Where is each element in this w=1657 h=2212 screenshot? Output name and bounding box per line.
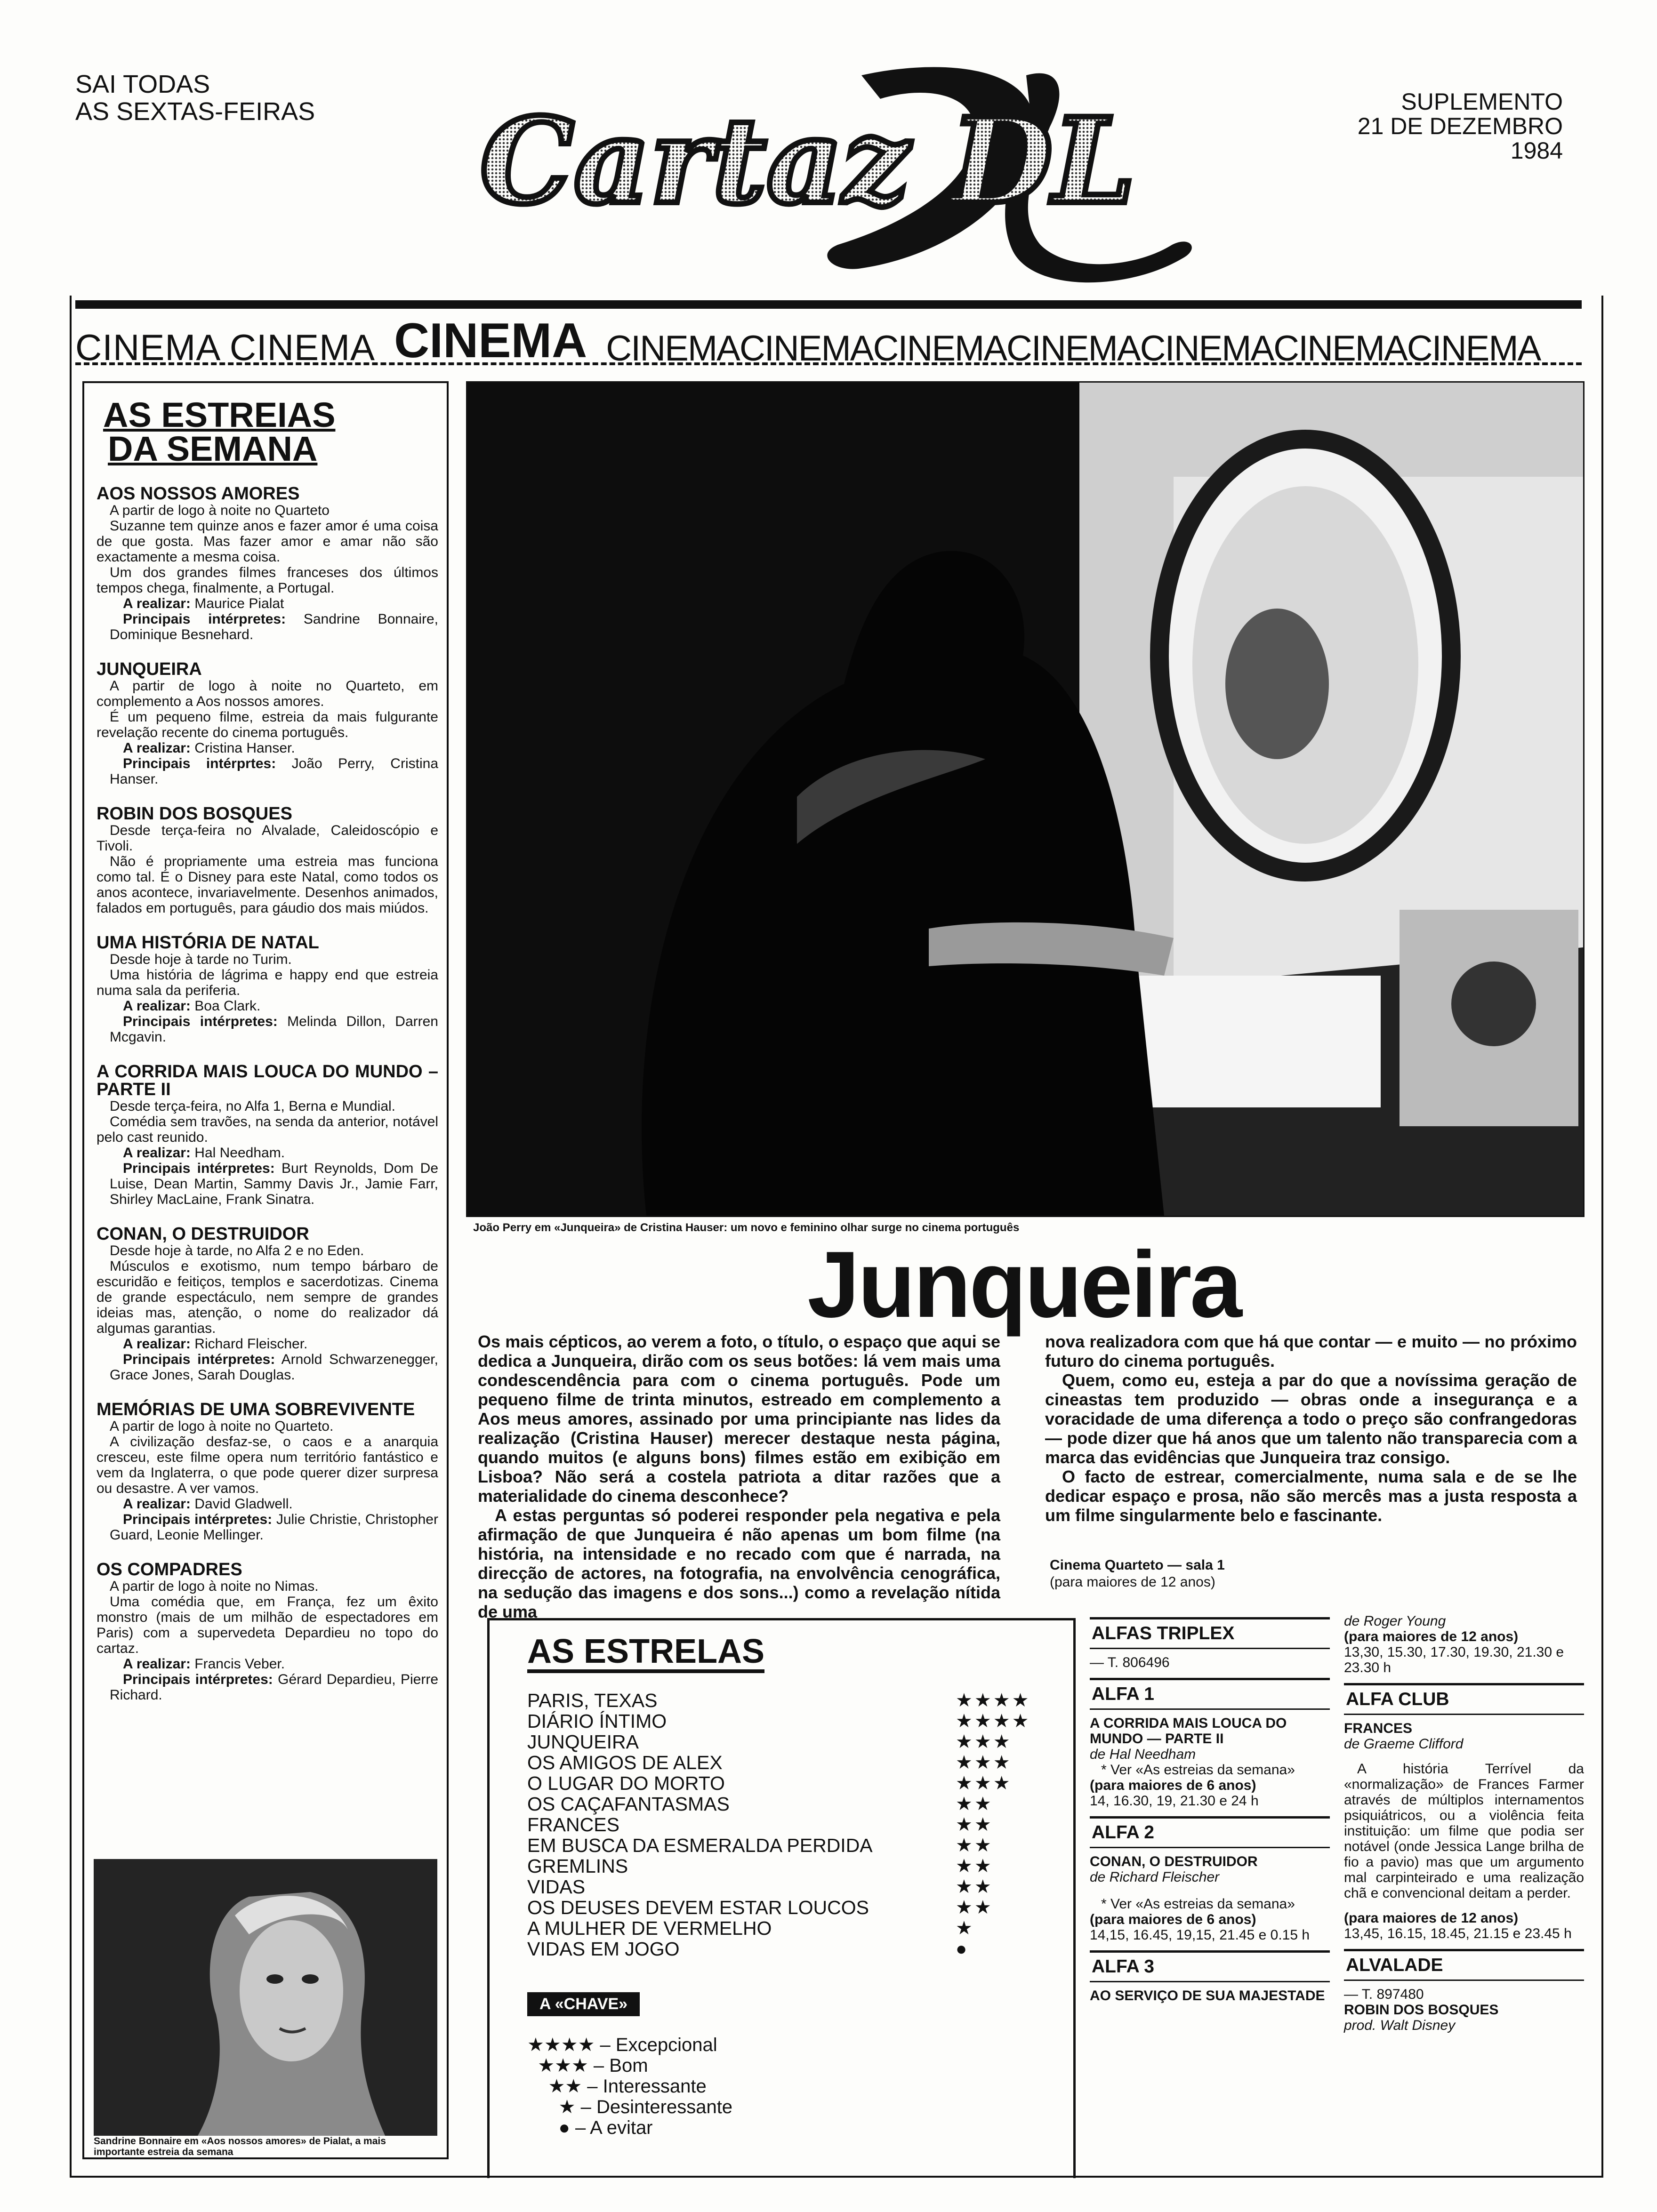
estreia-text: A partir de logo à noite no Quarteto — [110, 503, 330, 518]
alfa1-ver: * Ver «As estreias da semana» — [1101, 1762, 1295, 1778]
estreia-title: CONAN, O DESTRUIDOR — [97, 1224, 309, 1244]
masthead-right-line3: 1984 — [1510, 137, 1563, 164]
estreia-entry — [97, 805, 438, 916]
estrelas-row — [527, 1876, 1036, 1897]
legend-row: ★★★ – Bom — [527, 2055, 648, 2076]
director-name: Hal Needham. — [194, 1145, 285, 1161]
banner-dashed-rule — [75, 362, 1582, 369]
article-column-1 — [478, 1332, 1000, 1621]
estreia-entry — [97, 1401, 438, 1543]
masthead-right-line1: SUPLEMENTO — [1401, 88, 1563, 115]
legend-row: ● – A evitar — [527, 2117, 653, 2138]
cast-names: Julie Christie, Christopher Guard, Leonie Mellinger. — [110, 1512, 438, 1543]
director-name: Richard Fleischer. — [194, 1336, 308, 1352]
estreia-text: A partir de logo à noite no Quarteto, em complemento a Aos nossos amores. — [97, 678, 438, 709]
film-name: OS DEUSES DEVEM ESTAR LOUCOS — [527, 1897, 869, 1918]
estrelas-row — [527, 1773, 1036, 1794]
estreia-text: Uma comédia que, em França, fez um êxito monstro (mais de um milhão de espectadores em Paris) com a supervedeta Depardieu no topo do cartaz. — [97, 1594, 438, 1656]
estrelas-row — [527, 1814, 1036, 1835]
estrelas-row — [527, 1918, 1036, 1939]
alfa1-director: de Hal Needham — [1090, 1747, 1196, 1762]
estreia-text: A partir de logo à noite no Nimas. — [110, 1579, 319, 1594]
cast-names: Melinda Dillon, Darren Mcgavin. — [110, 1014, 438, 1045]
alfa1-film: A CORRIDA MAIS LOUCA DO MUNDO — PARTE II — [1090, 1715, 1287, 1747]
star-rating: ★★★★ — [956, 1711, 1031, 1731]
alfa-club-director: de Graeme Clifford — [1344, 1736, 1464, 1752]
alfa-club-text: A história Terrível da «normalização» de Frances Farmer através de múltiplos internamentos psiquiátricos, ou a violência feita instituição: um filme que podia ser notável (onde Jessica Lange brilha de fio a pavio) mas que um argumento mal carpinteirado e uma realização chã e convencional deitam a perder. — [1344, 1761, 1584, 1901]
estreia-text: Desde hoje à tarde, no Alfa 2 e no Eden. — [110, 1243, 364, 1258]
director-label: A realizar: — [123, 1145, 191, 1161]
alfa2-age: (para maiores de 6 anos) — [1090, 1912, 1256, 1927]
film-name: JUNQUEIRA — [527, 1731, 639, 1753]
estreias-title-line2: DA SEMANA — [108, 429, 318, 468]
estreia-text: Desde terça-feira no Alvalade, Caleidoscópio e Tivoli. — [97, 823, 438, 854]
star-rating: ★★★ — [956, 1752, 1012, 1773]
estreia-title: ROBIN DOS BOSQUES — [97, 804, 292, 824]
masthead-left — [75, 71, 315, 125]
estreias-title — [103, 395, 438, 468]
banner-part2: CINEMA — [394, 313, 587, 368]
estreia-title: A CORRIDA MAIS LOUCA DO MUNDO – PARTE II — [97, 1062, 438, 1099]
estreia-director — [97, 1145, 438, 1161]
alfa-club-age: (para maiores de 12 anos) — [1344, 1910, 1519, 1926]
alvalade-producer: prod. Walt Disney — [1344, 2018, 1456, 2033]
estreia-entry — [97, 660, 438, 787]
film-name: OS CAÇAFANTASMAS — [527, 1793, 730, 1815]
cont-age: (para maiores de 12 anos) — [1344, 1629, 1519, 1644]
estreias-title-line1: AS ESTREIAS — [103, 395, 336, 434]
estrelas-row — [527, 1939, 1036, 1959]
estreia-text: Um dos grandes filmes franceses dos últimos tempos chega, finalmente, a Portugal. — [97, 565, 438, 596]
estreia-director — [97, 1336, 438, 1352]
cast-label: Principais intérpretes: — [123, 1352, 275, 1367]
article-col1-p2: A estas perguntas só poderei responder pela negativa e pela afirmação de que Junqueira é não apenas um bom filme (na história, na intensidade e no recado com que é narrada, na direcção de actores, na fotografia, na envolvência cenográfica, na sedução das imagens e dos sons...) como a revelação nítida de uma — [478, 1506, 1000, 1621]
cast-names: Sandrine Bonnaire, Dominique Besnehard. — [110, 611, 438, 642]
cast-label: Principais intérpretes: — [123, 611, 286, 627]
director-name: Cristina Hanser. — [194, 740, 295, 756]
director-name: Francis Veber. — [194, 1656, 285, 1672]
cartaz-dl-logo — [475, 47, 1229, 292]
estreia-text: Músculos e exotismo, num tempo bárbaro de escuridão e feitiços, templos e sacerdotizas. Cinema de grande espectáculo, nem sempre de grandes ideias mas, atenção, o nome do realizador dá algumas garantias. — [97, 1258, 438, 1336]
article-column-2 — [1045, 1332, 1577, 1525]
estrelas-title: AS ESTRELAS — [527, 1635, 764, 1673]
cast-label: Principais intérpretes: — [123, 1161, 275, 1176]
top-rule — [75, 300, 1582, 309]
estreia-title: UMA HISTÓRIA DE NATAL — [97, 933, 319, 953]
film-name: GREMLINS — [527, 1855, 628, 1877]
film-name: EM BUSCA DA ESMERALDA PERDIDA — [527, 1835, 873, 1856]
article-col2-p2: Quem, como eu, esteja a par do que a novíssima geração de cineastas tem produzido — obras onde a insegurança e a voracidade de uma diferença a todo o preço são confrangedoras — pode dizer que há anos que um talento não transparecia com a marca das evidências que Junqueira traz consigo. — [1045, 1370, 1577, 1467]
cast-label: Principais intérpretes: — [123, 1014, 278, 1029]
film-name: DIÁRIO ÍNTIMO — [527, 1710, 667, 1732]
listings-column-1 — [1090, 1610, 1330, 2004]
banner-part1: CINEMA CINEMA — [75, 327, 376, 368]
estreia-text: Desde hoje à tarde no Turim. — [110, 952, 292, 967]
star-rating: ★★ — [956, 1814, 993, 1835]
estrelas-row — [527, 1711, 1036, 1731]
star-rating: ● — [956, 1939, 969, 1959]
estreia-title: OS COMPADRES — [97, 1560, 242, 1579]
article-headline: Junqueira — [807, 1232, 1240, 1337]
estreias-entries — [97, 485, 438, 1703]
estreia-director — [97, 998, 438, 1014]
estreia-cast — [97, 1672, 438, 1703]
film-name: FRANCES — [527, 1814, 619, 1835]
estreia-entry — [97, 934, 438, 1045]
listing-head-alfa-club: ALFA CLUB — [1344, 1683, 1584, 1715]
cast-label: Principais intérpretes: — [123, 1512, 273, 1527]
junqueira-main-photo — [466, 381, 1585, 1217]
director-label: A realizar: — [123, 740, 191, 756]
article-venue — [1050, 1557, 1225, 1591]
estreia-text: Suzanne tem quinze anos e fazer amor é uma coisa de que gosta. Mas fazer amor e amar não são exactamente a mesma coisa. — [97, 518, 438, 565]
chave-legend — [527, 2035, 732, 2138]
estreia-text: A partir de logo à noite no Quarteto. — [110, 1419, 334, 1434]
film-name: VIDAS — [527, 1876, 586, 1898]
director-label: A realizar: — [123, 596, 191, 611]
star-rating: ★★★★ — [956, 1690, 1031, 1711]
alfa-club-film: FRANCES — [1344, 1721, 1413, 1736]
estrelas-row — [527, 1794, 1036, 1814]
estreia-text: É um pequeno filme, estreia da mais fulgurante revelação recente do cinema português. — [97, 709, 438, 740]
cast-names: Gérard Depardieu, Pierre Richard. — [110, 1672, 439, 1703]
estreia-title: AOS NOSSOS AMORES — [97, 484, 300, 504]
star-rating: ★★ — [956, 1856, 993, 1876]
director-name: Boa Clark. — [194, 998, 261, 1014]
cast-label: Principais intérprtes: — [123, 756, 276, 771]
sandrine-bonnaire-photo — [94, 1859, 437, 2137]
alvalade-phone: — T. 897480 — [1344, 1987, 1424, 2002]
alfa2-ver: * Ver «As estreias da semana» — [1101, 1896, 1295, 1912]
film-name: VIDAS EM JOGO — [527, 1938, 680, 1960]
listing-head-alvalade: ALVALADE — [1344, 1949, 1584, 1981]
alvalade-film: ROBIN DOS BOSQUES — [1344, 2002, 1499, 2018]
cast-label: Principais intérpretes: — [123, 1672, 273, 1687]
legend-row: ★ – Desinteressante — [527, 2097, 733, 2117]
alfa1-age: (para maiores de 6 anos) — [1090, 1778, 1256, 1793]
article-col1-p1: Os mais cépticos, ao verem a foto, o título, o espaço que aqui se dedica a Junqueira, dirão com os seus botões: lá vem mais uma condescendência para com o cinema português. Pode um pequeno filme de trinta minutos, estreado em complemento a Aos meus amores, assinado por uma principiante nas lides da realização (Cristina Hauser) merecer destaque nesta página, quando muitos (e alguns bons) filmes estão em exibição em Lisboa? Não será a costela patriota a ditar razões que a materialidade do cinema desconhece? — [478, 1332, 1000, 1506]
alfas-triplex-phone: — T. 806496 — [1090, 1655, 1170, 1670]
estreia-text: A civilização desfaz-se, o caos e a anarquia cresceu, este filme opera num território fantástico e vem da Inglaterra, o que pode querer dizer surpresa ou desastre. A ver vamos. — [97, 1434, 438, 1496]
masthead-left-line2: AS SEXTAS-FEIRAS — [75, 97, 315, 126]
star-rating: ★ — [956, 1918, 974, 1939]
listing-head-alfa3: ALFA 3 — [1090, 1950, 1330, 1982]
estrelas-list — [527, 1690, 1036, 1959]
estreia-director — [97, 740, 438, 756]
star-rating: ★★★ — [956, 1773, 1012, 1794]
listings-column-2 — [1344, 1610, 1584, 2033]
estrelas-row — [527, 1752, 1036, 1773]
legend-row: ★★ – Interessante — [527, 2076, 707, 2097]
director-label: A realizar: — [123, 1336, 191, 1352]
film-name: OS AMIGOS DE ALEX — [527, 1752, 723, 1773]
cast-names: Arnold Schwarzenegger, Grace Jones, Sarah Douglas. — [110, 1352, 438, 1383]
estreia-cast — [97, 1512, 438, 1543]
alfa2-times: 14,15, 16.45, 19,15, 21.45 e 0.15 h — [1090, 1927, 1310, 1943]
director-name: David Gladwell. — [194, 1496, 293, 1512]
listing-head-alfa1: ALFA 1 — [1090, 1678, 1330, 1710]
estreia-text: Uma história de lágrima e happy end que estreia numa sala da periferia. — [97, 967, 438, 998]
star-rating: ★★★ — [956, 1731, 1012, 1752]
sandrine-photo-caption: Sandrine Bonnaire em «Aos nossos amores» de Pialat, a mais importante estreia da semana — [94, 2136, 437, 2157]
estreia-cast — [97, 1352, 438, 1383]
estreia-title: MEMÓRIAS DE UMA SOBREVIVENTE — [97, 1400, 415, 1419]
cinema-banner — [75, 313, 1582, 369]
star-rating: ★★ — [956, 1876, 993, 1897]
estreia-director — [97, 1656, 438, 1672]
alfa2-director: de Richard Fleischer — [1090, 1869, 1220, 1885]
estrelas-row — [527, 1690, 1036, 1711]
estrelas-box — [487, 1618, 1076, 2178]
estreia-cast — [97, 1161, 438, 1207]
venue-name: Cinema Quarteto — sala 1 — [1050, 1557, 1225, 1573]
estrelas-row — [527, 1731, 1036, 1752]
estreia-cast — [97, 1014, 438, 1045]
estreia-title: JUNQUEIRA — [97, 659, 202, 679]
alfa-club-times: 13,45, 16.15, 18.45, 21.15 e 23.45 h — [1344, 1926, 1572, 1941]
estreia-text: Não é propriamente uma estreia mas funciona como tal. É o Disney para este Natal, como todos os anos acontece, invariavelmente. Desenhos animados, falados em português, para gáudio dos mais miúdos. — [97, 854, 438, 916]
estreia-entry — [97, 485, 438, 642]
estrelas-row — [527, 1897, 1036, 1918]
estreia-director — [97, 596, 438, 611]
director-name: Maurice Pialat — [194, 596, 284, 611]
main-photo-caption: João Perry em «Junqueira» de Cristina Hauser: um novo e feminino olhar surge no cinema português — [473, 1221, 1020, 1234]
cast-names: João Perry, Cristina Hanser. — [110, 756, 439, 787]
estreia-entry — [97, 1225, 438, 1383]
cast-names: Burt Reynolds, Dom De Luise, Dean Martin, Sammy Davis Jr., Jamie Farr, Shirley MacLaine, Frank Sinatra. — [110, 1161, 438, 1207]
masthead-left-line1: SAI TODAS — [75, 70, 210, 98]
film-name: PARIS, TEXAS — [527, 1690, 658, 1711]
estreias-column — [82, 381, 449, 2159]
article-col2-p3: O facto de estrear, comercialmente, numa sala e de se lhe dedicar espaço e prosa, não são mercês mas a justa resposta a um filme singularmente belo e fascinante. — [1045, 1467, 1577, 1525]
alfa1-times: 14, 16.30, 19, 21.30 e 24 h — [1090, 1793, 1259, 1809]
alfa2-film: CONAN, O DESTRUIDOR — [1090, 1854, 1258, 1869]
article-col2-p1: nova realizadora com que há que contar — e muito — no próximo futuro do cinema português. — [1045, 1332, 1577, 1370]
estreia-entry — [97, 1561, 438, 1703]
star-rating: ★★ — [956, 1794, 993, 1814]
chave-label: A «CHAVE» — [527, 1992, 640, 2016]
director-label: A realizar: — [123, 998, 191, 1014]
masthead-right-line2: 21 DE DEZEMBRO — [1357, 113, 1563, 139]
legend-row: ★★★★ – Excepcional — [527, 2035, 717, 2055]
star-rating: ★★ — [956, 1835, 993, 1856]
film-name: O LUGAR DO MORTO — [527, 1772, 725, 1794]
star-rating: ★★ — [956, 1897, 993, 1918]
banner-part3: CINEMACINEMACINEMACINEMACINEMACINEMACINEMA — [606, 329, 1541, 369]
estrelas-row — [527, 1835, 1036, 1856]
estreia-cast — [97, 756, 438, 787]
estreia-entry — [97, 1063, 438, 1207]
cont-times: 13,30, 15.30, 17.30, 19.30, 21.30 e 23.30 h — [1344, 1644, 1564, 1675]
masthead-right — [1358, 89, 1563, 163]
film-name: A MULHER DE VERMELHO — [527, 1917, 772, 1939]
venue-age: (para maiores de 12 anos) — [1050, 1574, 1215, 1590]
estreia-text: Desde terça-feira, no Alfa 1, Berna e Mundial. — [110, 1098, 396, 1114]
listing-head-alfa2: ALFA 2 — [1090, 1816, 1330, 1848]
director-label: A realizar: — [123, 1656, 191, 1672]
cinema-listings — [1085, 1610, 1584, 2170]
estreia-director — [97, 1496, 438, 1512]
alfa3-film: AO SERVIÇO DE SUA MAJESTADE — [1090, 1988, 1325, 2004]
listing-head-alfas-triplex: ALFAS TRIPLEX — [1090, 1617, 1330, 1649]
estreia-cast — [97, 611, 438, 642]
estreia-text: Comédia sem travões, na senda da anterior, notável pelo cast reunido. — [97, 1114, 438, 1145]
logo-text: Cartaz DL — [480, 92, 1135, 230]
cont-director: de Roger Young — [1344, 1613, 1446, 1629]
director-label: A realizar: — [123, 1496, 191, 1512]
estrelas-row — [527, 1856, 1036, 1876]
